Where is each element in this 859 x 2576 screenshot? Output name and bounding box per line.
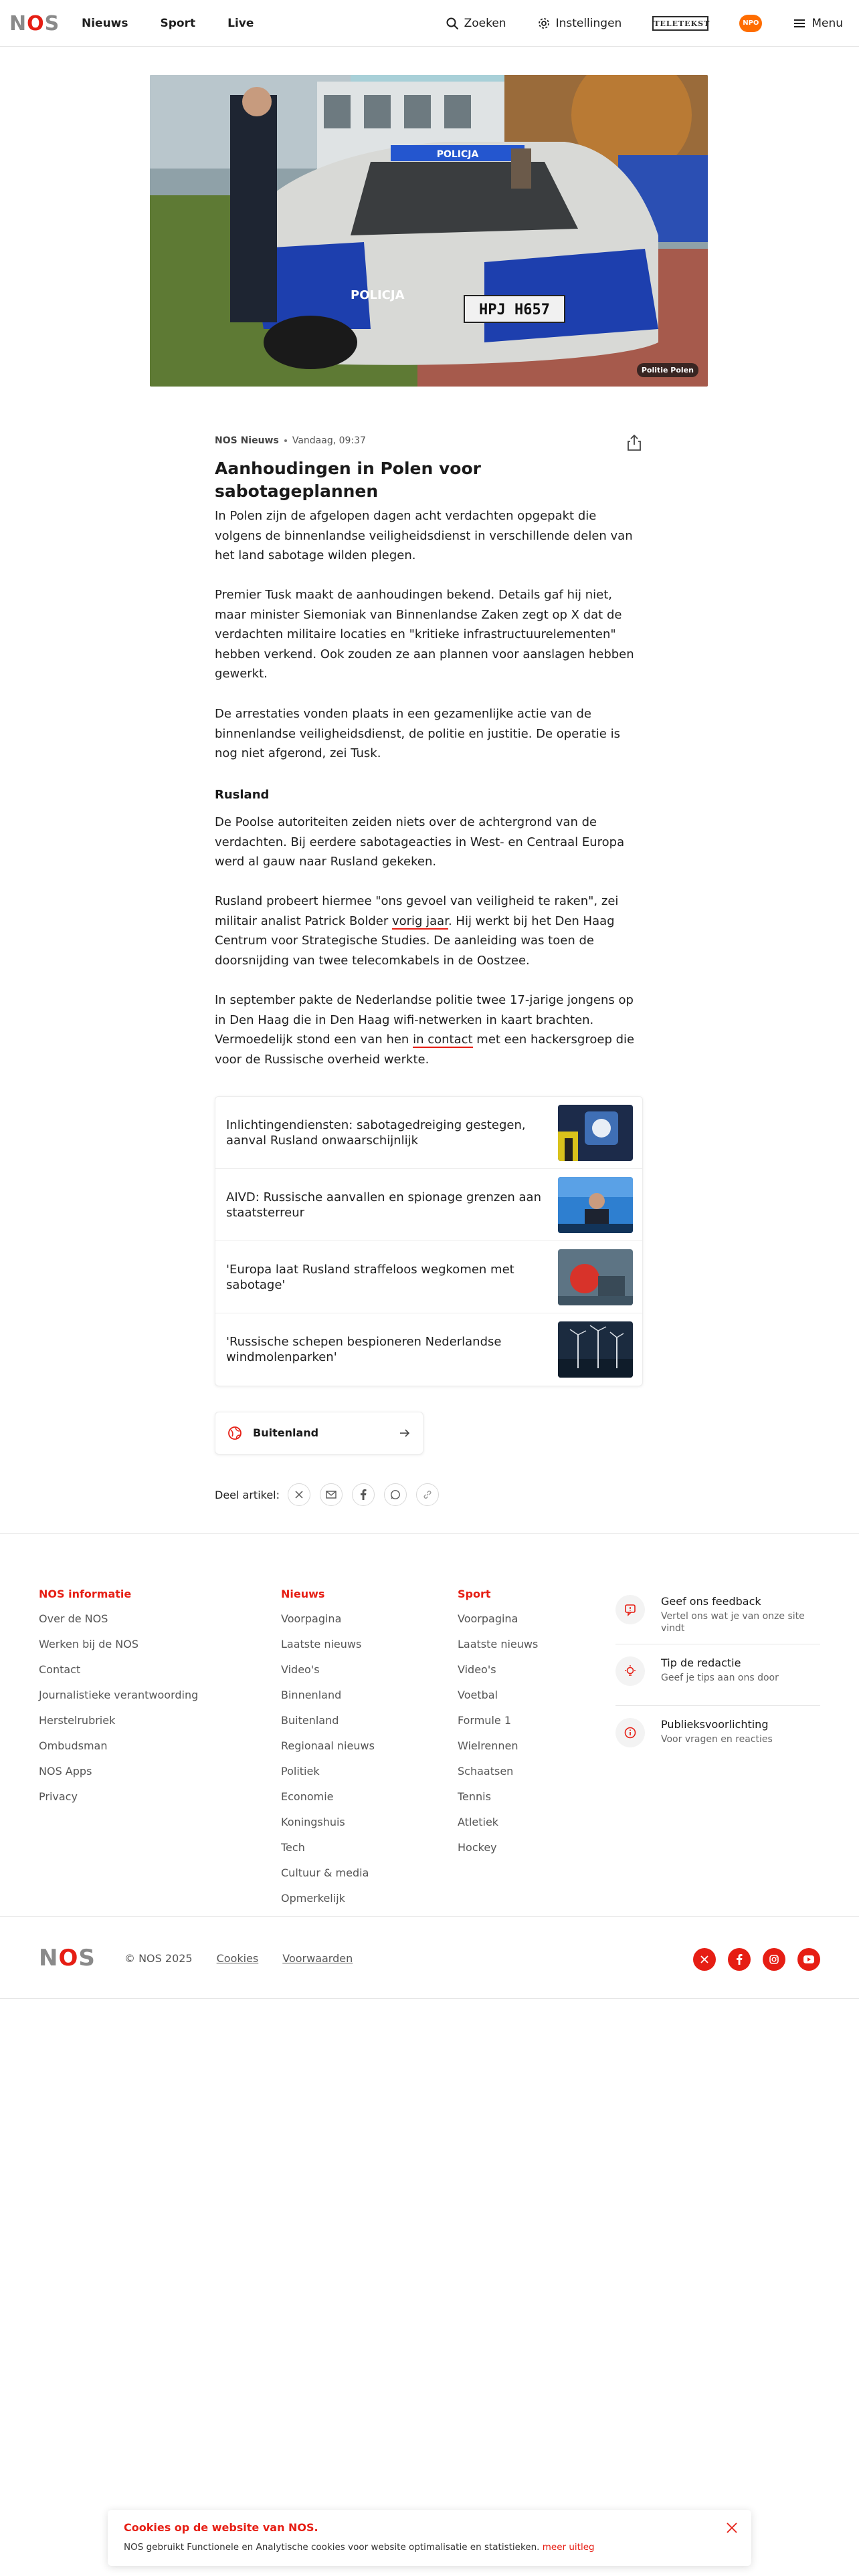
footer-link[interactable]: Koningshuis bbox=[281, 1816, 345, 1828]
facebook-icon bbox=[736, 1954, 743, 1965]
share-whatsapp-button[interactable] bbox=[384, 1483, 407, 1506]
paragraph-1: In Polen zijn de afgelopen dagen acht verdachten opgepakt die volgens de binnenlandse veiligheidsdienst in verschillende delen van het land sabotage wilden plegen. bbox=[215, 509, 633, 562]
copyright: © NOS 2025 bbox=[124, 1952, 193, 1965]
nav-nieuws[interactable]: Nieuws bbox=[82, 17, 128, 30]
instagram-icon bbox=[769, 1954, 779, 1965]
link-icon bbox=[422, 1489, 433, 1500]
p5-text-a: Rusland probeert hiermee "ons gevoel van veiligheid te raken", zei militair analist Patrick Bolder bbox=[215, 894, 619, 928]
header-actions bbox=[415, 12, 843, 35]
instagram-social-button[interactable] bbox=[763, 1948, 785, 1971]
footer-link[interactable]: Voorpagina bbox=[458, 1612, 518, 1625]
related-title: 'Europa laat Rusland straffeloos wegkomen met sabotage' bbox=[226, 1262, 514, 1292]
cookie-banner bbox=[108, 2510, 751, 2566]
social-links bbox=[681, 1948, 820, 1971]
article-time: Vandaag, 09:37 bbox=[292, 435, 366, 446]
footer-link[interactable]: Tennis bbox=[458, 1790, 491, 1803]
arrow-right-icon bbox=[399, 1427, 411, 1439]
svg-text:POLICJA: POLICJA bbox=[436, 149, 479, 160]
share-x-button[interactable] bbox=[288, 1483, 310, 1506]
cookie-text bbox=[124, 2542, 595, 2553]
x-icon bbox=[700, 1955, 709, 1964]
footer-link[interactable]: Wielrennen bbox=[458, 1739, 518, 1752]
footer-link[interactable]: Binnenland bbox=[281, 1689, 342, 1701]
footer-col-nieuws bbox=[281, 1588, 375, 1917]
footer-heading: Nieuws bbox=[281, 1588, 325, 1600]
facebook-social-button[interactable] bbox=[728, 1948, 751, 1971]
related-title: 'Russische schepen bespioneren Nederlandse windmolenparken' bbox=[226, 1335, 502, 1364]
main-nav bbox=[82, 16, 254, 31]
facebook-icon bbox=[360, 1489, 367, 1500]
share-row bbox=[215, 1483, 439, 1506]
feedback-subtitle: Vertel ons wat je van onze site vindt bbox=[661, 1611, 805, 1634]
footer-legal-links bbox=[124, 1952, 353, 1965]
footer-nos-logo[interactable]: NOS bbox=[39, 1945, 96, 1971]
p6-text-a: In september pakte de Nederlandse politie twee 17-jarige jongens op in Den Haag die in Den Haag wifi-netwerken in kaart brachten. Vermoedelijk stond een van hen bbox=[215, 993, 634, 1047]
police-car-photo bbox=[150, 75, 708, 387]
article-source: NOS Nieuws bbox=[215, 435, 279, 446]
category-link-buitenland[interactable] bbox=[215, 1412, 423, 1455]
footer-col-sport bbox=[458, 1588, 538, 1866]
npo-link[interactable] bbox=[739, 15, 762, 32]
close-icon[interactable] bbox=[723, 2519, 741, 2537]
x-icon bbox=[294, 1490, 304, 1499]
footer-bottom-bar bbox=[0, 1916, 859, 1999]
footer-link[interactable]: Hockey bbox=[458, 1841, 497, 1854]
footer-link[interactable]: Buitenland bbox=[281, 1714, 339, 1727]
subheading-rusland: Rusland bbox=[215, 788, 270, 802]
footer-link[interactable]: Voetbal bbox=[458, 1689, 498, 1701]
footer-link[interactable]: Over de NOS bbox=[39, 1612, 108, 1625]
paragraph-6 bbox=[215, 990, 643, 1069]
p5-text-b: . Hij werkt bij het Den Haag Centrum voor Strategische Studies. De aanleiding was toen de doorsnijding van twee telecomkabels in de Oostzee. bbox=[215, 914, 615, 968]
footer-link[interactable]: Tech bbox=[281, 1841, 305, 1854]
footer-link[interactable]: Video's bbox=[281, 1663, 320, 1676]
related-item[interactable] bbox=[215, 1169, 642, 1241]
search-label: Zoeken bbox=[464, 17, 506, 30]
hero-image bbox=[150, 75, 708, 387]
npo-label: NPO bbox=[743, 19, 759, 27]
footer-link[interactable]: Politiek bbox=[281, 1765, 320, 1778]
lightbulb-icon bbox=[615, 1656, 645, 1686]
nos-logo[interactable]: NOS bbox=[9, 12, 60, 35]
article-title: Aanhoudingen in Polen voor sabotageplannen bbox=[215, 459, 481, 501]
footer-link[interactable]: Privacy bbox=[39, 1790, 78, 1803]
footer-link[interactable]: Regionaal nieuws bbox=[281, 1739, 375, 1752]
info-subtitle: Voor vragen en reacties bbox=[661, 1734, 773, 1745]
p6-text-b: met een hackersgroep die voor de Russische overheid werkte. bbox=[215, 1033, 635, 1067]
feedback-link[interactable] bbox=[615, 1583, 820, 1644]
settings-label: Instellingen bbox=[555, 17, 622, 30]
svg-text:POLICJA: POLICJA bbox=[351, 288, 405, 302]
terms-link[interactable]: Voorwaarden bbox=[282, 1952, 353, 1965]
youtube-social-button[interactable] bbox=[797, 1948, 820, 1971]
footer-heading: NOS informatie bbox=[39, 1588, 132, 1600]
footer-link[interactable]: Schaatsen bbox=[458, 1765, 514, 1778]
footer-link[interactable]: Formule 1 bbox=[458, 1714, 511, 1727]
footer-link[interactable]: Ombudsman bbox=[39, 1739, 108, 1752]
footer-link[interactable]: Herstelrubriek bbox=[39, 1714, 116, 1727]
meta-separator bbox=[284, 439, 287, 442]
globe-icon bbox=[227, 1426, 242, 1440]
whatsapp-icon bbox=[390, 1489, 401, 1500]
site-header bbox=[0, 0, 859, 47]
cookie-title: Cookies op de website van NOS. bbox=[124, 2521, 318, 2534]
footer-link[interactable]: Voorpagina bbox=[281, 1612, 342, 1625]
related-thumbnail bbox=[558, 1249, 633, 1305]
footer-heading: Sport bbox=[458, 1588, 491, 1600]
search-icon bbox=[446, 17, 459, 30]
tip-subtitle: Geef je tips aan ons door bbox=[661, 1673, 779, 1683]
share-icon[interactable] bbox=[626, 433, 643, 452]
category-label: Buitenland bbox=[253, 1426, 319, 1439]
cookies-link[interactable]: Cookies bbox=[216, 1952, 259, 1965]
hamburger-icon bbox=[793, 18, 806, 29]
link-vorig-jaar[interactable]: vorig jaar bbox=[391, 914, 448, 928]
related-thumbnail bbox=[558, 1105, 633, 1161]
footer-link[interactable]: Video's bbox=[458, 1663, 496, 1676]
related-title: Inlichtingendiensten: sabotagedreiging gestegen, aanval Rusland onwaarschijnlijk bbox=[226, 1117, 526, 1148]
info-title: Publieksvoorlichting bbox=[661, 1718, 769, 1731]
gear-icon bbox=[537, 17, 551, 30]
teletekst-link[interactable] bbox=[652, 16, 708, 31]
paragraph-2: Premier Tusk maakt de aanhoudingen bekend. Details gaf hij niet, maar minister Siemoniak van Binnenlandse Zaken zegt op X dat de verdachten militaire locaties en "kritieke infrastructuurelementen" hebben verkend. Ook zouden ze aan plannen voor aanslagen hebben gewerkt. bbox=[215, 588, 634, 681]
paragraph-5 bbox=[215, 891, 643, 970]
footer-link[interactable]: Journalistieke verantwoording bbox=[39, 1689, 199, 1701]
related-item[interactable] bbox=[215, 1241, 642, 1313]
svg-text:HPJ H657: HPJ H657 bbox=[479, 302, 550, 318]
related-thumbnail bbox=[558, 1177, 633, 1233]
tip-title: Tip de redactie bbox=[661, 1656, 741, 1669]
footer-link[interactable]: Opmerkelijk bbox=[281, 1892, 345, 1905]
footer-link[interactable]: NOS Apps bbox=[39, 1765, 92, 1778]
footer-link[interactable]: Laatste nieuws bbox=[458, 1638, 539, 1650]
footer-link[interactable]: Cultuur & media bbox=[281, 1866, 369, 1879]
photo-credit: Politie Polen bbox=[637, 363, 698, 377]
footer-link[interactable]: Atletiek bbox=[458, 1816, 499, 1828]
related-articles bbox=[215, 1096, 643, 1386]
related-thumbnail bbox=[558, 1321, 633, 1378]
tip-redactie-link[interactable] bbox=[615, 1644, 820, 1706]
info-icon bbox=[615, 1718, 645, 1747]
menu-button[interactable] bbox=[793, 17, 843, 30]
share-email-button[interactable] bbox=[320, 1483, 343, 1506]
share-facebook-button[interactable] bbox=[352, 1483, 375, 1506]
envelope-icon bbox=[326, 1491, 337, 1499]
menu-label: Menu bbox=[812, 17, 843, 30]
publieksvoorlichting-link[interactable] bbox=[615, 1706, 820, 1767]
footer-link[interactable]: Contact bbox=[39, 1663, 81, 1676]
chat-icon bbox=[615, 1595, 645, 1624]
footer-link[interactable]: Laatste nieuws bbox=[281, 1638, 362, 1650]
x-social-button[interactable] bbox=[693, 1948, 716, 1971]
link-in-contact[interactable]: in contact bbox=[413, 1033, 473, 1047]
teletekst-label: TELETEKST bbox=[654, 19, 710, 28]
nav-live[interactable]: Live bbox=[227, 17, 254, 30]
youtube-icon bbox=[803, 1955, 815, 1964]
paragraph-4: De Poolse autoriteiten zeiden niets over de achtergrond van de verdachten. Bij eerdere sabotageacties in West- en Centraal Europa werd al gauw naar Rusland gekeken. bbox=[215, 815, 625, 869]
share-link-button[interactable] bbox=[416, 1483, 439, 1506]
share-label: Deel artikel: bbox=[215, 1488, 280, 1501]
settings-button[interactable] bbox=[537, 17, 622, 30]
footer-link[interactable]: Economie bbox=[281, 1790, 334, 1803]
related-item[interactable] bbox=[215, 1313, 642, 1386]
cookie-more-link[interactable]: meer uitleg bbox=[542, 2542, 595, 2553]
related-item[interactable] bbox=[215, 1097, 642, 1169]
paragraph-3: De arrestaties vonden plaats in een gezamenlijke actie van de binnenlandse veiligheidsdienst, de politie en justitie. De operatie is nog niet afgerond, zei Tusk. bbox=[215, 707, 620, 760]
feedback-title: Geef ons feedback bbox=[661, 1595, 761, 1608]
footer-col-nos-informatie bbox=[39, 1588, 198, 1816]
nav-sport[interactable]: Sport bbox=[160, 17, 196, 30]
footer-link[interactable]: Werken bij de NOS bbox=[39, 1638, 139, 1650]
article-meta bbox=[215, 435, 366, 446]
related-title: AIVD: Russische aanvallen en spionage grenzen aan staatsterreur bbox=[226, 1190, 541, 1220]
search-button[interactable] bbox=[446, 17, 506, 30]
cookie-description: NOS gebruikt Functionele en Analytische cookies voor website optimalisatie en statistieken. bbox=[124, 2542, 540, 2553]
